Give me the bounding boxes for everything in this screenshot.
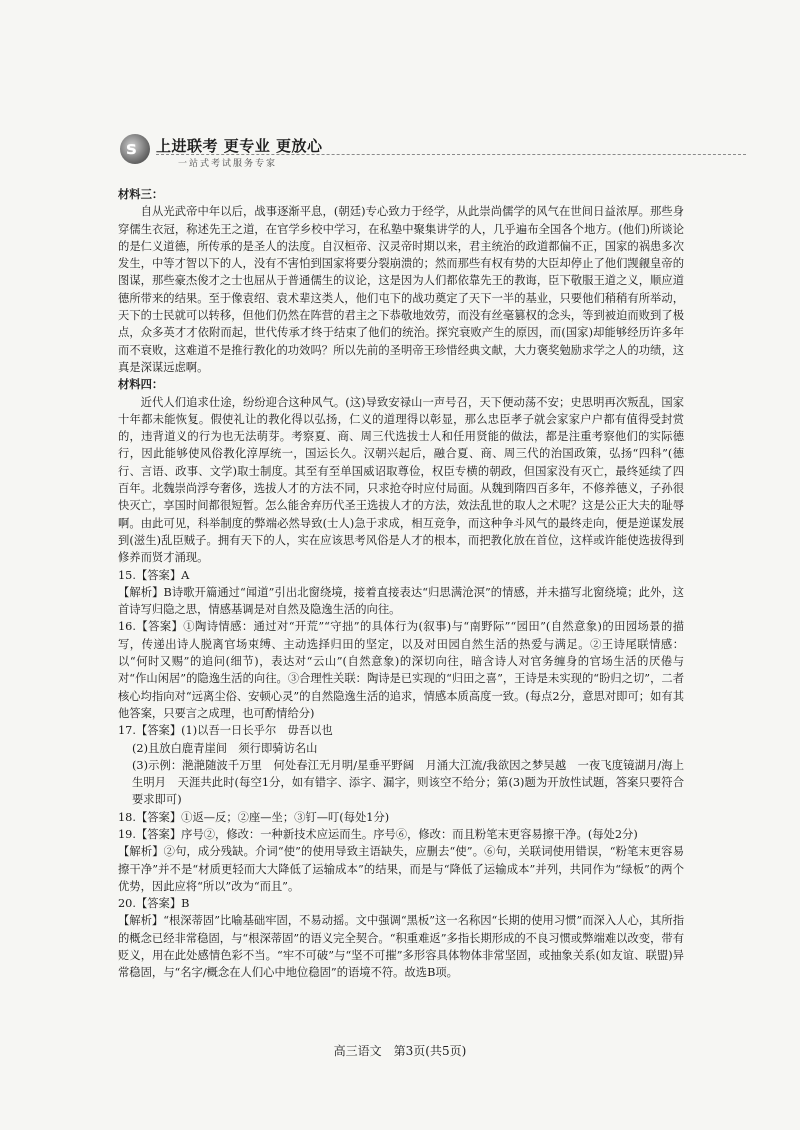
header-divider — [156, 154, 746, 155]
brand-slogan: 上进联考 更专业 更放心 — [156, 137, 323, 155]
material4-text: 近代人们追求仕途，纷纷迎合这种风气。(这)导致安禄山一声号召，天下便动荡不安；史思明再次叛乱，国家十年都未能恢复。假使礼让的教化得以弘扬，仁义的道理得以彰显，那么忠臣孝子就会家家户户都有值得受封赏的，违背道义的行为也无法萌芽。考察夏、商、周三代选拔士人和任用贤能的做法，都是注重考察他们的实际德行，因此能够使风俗教化淳厚统一，国运长久。汉朝兴起后，融合夏、商、周三代的治国政策，弘扬“四科”(德行、言语、政事、文学)取士制度。其至有至单国威诏取尊俭，权臣专横的朝政，但国家没有灭亡，最终延续了四百年。北魏崇尚浮夸奢侈，选拔人才的方法不同，只求抢夺时应付局面。从魏到隋四百多年，不修养德义，子孙很快灭亡，享国时间都很短暂。怎么能舍弃历代圣王选拔人才的方法，效法乱世的取人之术呢？这是公正大夫的耻辱啊。由此可见，科举制度的弊端必然导致(士人)急于求成，相互竞争，而这种争斗风气的最终走向，便是逆谋发展到(滋生)乱臣贼子。拥有天下的人，实在应该思考风俗是人才的根本，而把教化放在首位，这样或许能使选拔得到修养而贤才涌现。 — [118, 395, 684, 565]
page-header — [120, 132, 740, 172]
analysis-15: 【解析】B诗歌开篇通过“闻道”引出北窗绕境，接着直接表达“归思满沧溟”的情感，并未描写北窗绕境；此外，这首诗写归隐之思，情感基调是对自然及隐逸生活的向往。 — [118, 585, 684, 617]
analysis-19: 【解析】②句，成分残缺。介词“使”的使用导致主语缺失，应删去“使”。⑥句，关联词使用错误，“粉笔末更容易擦干净”并不是“材质更轻而大大降低了运输成本”的结果，而是与“降低了运输成本”并列，共同作为“绿板”的两个优势，因此应将“所以”改为“而且”。 — [118, 845, 684, 893]
material4-title: 材料四： — [118, 377, 164, 392]
answer-15: 15.【答案】A — [118, 568, 190, 582]
answer-16: 16.【答案】①陶诗情感：通过对“开荒”“守拙”的具体行为(叙事)与“南野际”“园田”(自然意象)的田园场景的描写，传递出诗人脱离官场束缚、主动选择归田的坚定，以及对田园自然生活的热爱与满足。②王诗尾联情感：以“何时又赐”的追问(细节)，表达对“云山”(自然意象)的深切向往，暗含诗人对官务缠身的官场生活的厌倦与对“作山闲居”的隐逸生活的向往。③合理性关联：陶诗是已实现的“归田之喜”，王诗是未实现的“盼归之切”，二者核心均指向对“远离尘俗、安顿心灵”的自然隐逸生活的追求，情感本质高度一致。(每点2分，意思对即可；如有其他答案，只要言之成理，也可酌情给分) — [118, 620, 684, 720]
answer-18: 18.【答案】①返—反；②座—坐；③钉—叮(每处1分) — [118, 810, 390, 824]
answer-20: 20.【答案】B — [118, 897, 190, 911]
document-body — [118, 186, 684, 982]
page-footer: 高三语文 第3页(共5页) — [333, 1044, 467, 1058]
material3-text: 自从光武帝中年以后，战事逐渐平息，(朝廷)专心致力于经学，从此崇尚儒学的风气在世间日益浓厚。那些身穿儒生衣冠，称述先王之道，在官学乡校中学习，在私塾中聚集讲学的人，几乎遍布全国各个地方。(他们)所谈论的是仁义道德，所传承的是圣人的法度。自汉桓帝、汉灵帝时期以来，君主统治的政道都偏不正，国家的祸患多次发生，中等才智以下的人，没有不害怕到国家将要分裂崩溃的；然而那些有权有势的大臣却停止了他们觊觎皇帝的图谋，那些豪杰俊才之士也屈从于普通儒生的议论，这是因为人们都依靠先王的教诲，臣下敬服王道之义，顺应道德所带来的结果。至于像袁绍、袁术辈这类人，他们屯下的战功奠定了天下一半的基业，只要他们稍稍有所举动，天下的士民就可以转移，但他们仍然在阵营的君主之下恭敬地效劳，而没有丝毫篡权的念头，等到被迫而败到了极点，众多英才才依附而起，世代传承才终于结束了他们的统治。探究衰败产生的原因，而(国家)却能够经历许多年而不衰败，这难道不是推行教化的功效吗？所以先前的圣明帝王珍惜经典文献，大力褒奖勉励求学之人的功绩，这真是深谋远虑啊。 — [118, 205, 684, 374]
brand-tagline: 一站式考试服务专家 — [178, 159, 278, 169]
analysis-20: 【解析】“根深蒂固”比喻基础牢固，不易动摇。文中强调“黑板”这一名称因“长期的使用习惯”而深入人心，其所指的概念已经非常稳固，与“根深蒂固”的语义完全契合。“积重难返”多指长期形成的不良习惯或弊端难以改变，带有贬义，用在此处感情色彩不当。“牢不可破”与“坚不可摧”多形容具体物体非常坚固，或抽象关系(如友谊、联盟)异常稳固，与“名字/概念在人们心中地位稳固”的语境不符。故选B项。 — [118, 914, 684, 980]
answer-17: 17.【答案】(1)以吾一日长乎尔 毋吾以也 — [118, 724, 333, 738]
answer-17-3: (3)示例：滟滟随波千万里 何处春江无月明/星垂平野阔 月涌大江流/我欲因之梦吴越 一夜飞度镜湖月/海上生明月 天涯共此时(每空1分，如有错字、添字、漏字，则该空不给分；第(3)题为开放性试题，答案只要符合要求即可) — [132, 758, 684, 807]
logo-icon: s — [120, 134, 150, 164]
answer-19: 19.【答案】序号②，修改：一种新技术应运而生。序号⑥，修改：而且粉笔末更容易擦干净。(每处2分) — [118, 827, 638, 841]
answer-17-2: (2)且放白鹿青崖间 须行即骑访名山 — [132, 741, 318, 755]
material3-title: 材料三： — [118, 187, 164, 201]
